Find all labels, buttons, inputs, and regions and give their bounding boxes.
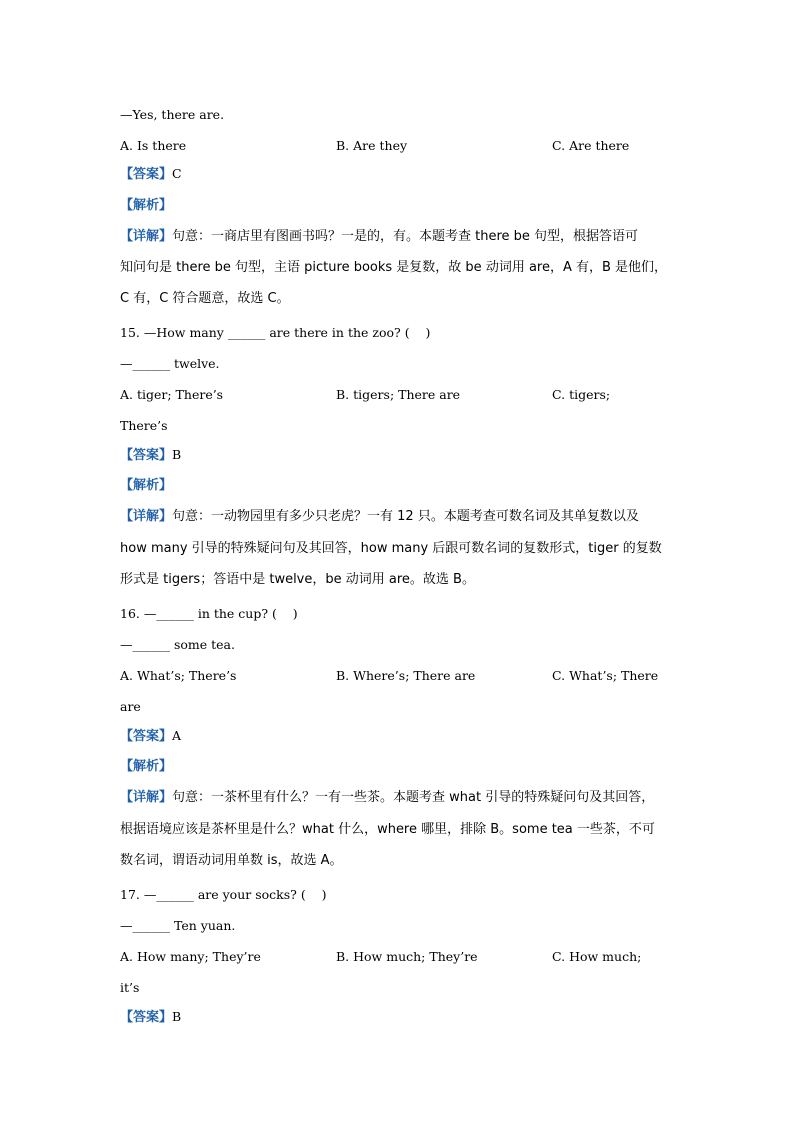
detail-line: C 有，C 符合题意，故选 C。	[120, 291, 290, 306]
option-b: B. Where’s; There are	[336, 668, 476, 683]
detail-line: 数名词，谓语动词用单数 is，故选 A。	[120, 853, 343, 868]
question-16: 16. —______ in the cup? ( )	[120, 606, 298, 621]
analysis-tag: 【解析】	[120, 478, 173, 493]
option-wrap: There’s	[120, 418, 168, 433]
option-a: A. How many; They’re	[120, 949, 261, 964]
option-c: C. How much;	[552, 949, 642, 964]
option-wrap: it’s	[120, 980, 140, 995]
answer-tag: 【答案】	[120, 167, 173, 182]
detail-tag: 【详解】	[120, 229, 173, 244]
answer-line: —______ Ten yuan.	[120, 918, 236, 933]
analysis-tag: 【解析】	[120, 198, 173, 213]
answer-value: C	[172, 166, 182, 181]
answer-row	[120, 166, 182, 183]
answer-tag: 【答案】	[120, 448, 173, 463]
option-c: C. Are there	[552, 138, 630, 153]
detail-line: 根据语境应该是茶杯里是什么？what 什么，where 哪里，排除 B。some tea 一些茶，不可	[120, 822, 655, 837]
detail-line: 【详解】句意：一茶杯里有什么？一有一些茶。本题考查 what 引导的特殊疑问句及其回答，	[120, 790, 655, 805]
option-b: B. Are they	[336, 138, 408, 153]
answer-value: A	[172, 728, 182, 743]
detail-tag: 【详解】	[120, 790, 173, 805]
answer-row	[120, 447, 181, 464]
answer-value: B	[172, 447, 182, 462]
option-c: C. tigers;	[552, 387, 611, 402]
option-a: A. What’s; There’s	[120, 668, 237, 683]
detail-line: 形式是 tigers；答语中是 twelve，be 动词用 are。故选 B。	[120, 572, 475, 587]
answer-line: —Yes, there are.	[120, 107, 225, 122]
detail-line: 知问句是 there be 句型，主语 picture books 是复数，故 be 动词用 are，A 有，B 是他们，	[120, 260, 668, 275]
detail-line: 【详解】句意：一商店里有图画书吗？一是的，有。本题考查 there be 句型，根据答语可	[120, 229, 639, 244]
option-a: A. tiger; There’s	[120, 387, 224, 402]
option-wrap: are	[120, 699, 141, 714]
answer-value: B	[172, 1009, 182, 1024]
analysis-tag: 【解析】	[120, 759, 173, 774]
question-15: 15. —How many ______ are there in the zoo? ( )	[120, 325, 431, 340]
question-17: 17. —______ are your socks? ( )	[120, 887, 327, 902]
answer-row	[120, 728, 181, 745]
option-a: A. Is there	[120, 138, 187, 153]
detail-line: 【详解】句意：一动物园里有多少只老虎？一有 12 只。本题考查可数名词及其单复数以及	[120, 509, 639, 524]
option-b: B. tigers; There are	[336, 387, 461, 402]
option-b: B. How much; They’re	[336, 949, 478, 964]
answer-line: —______ some tea.	[120, 637, 235, 652]
answer-line: —______ twelve.	[120, 356, 220, 371]
answer-tag: 【答案】	[120, 729, 173, 744]
detail-tag: 【详解】	[120, 509, 173, 524]
detail-line: how many 引导的特殊疑问句及其回答，how many 后跟可数名词的复数形式，tiger 的复数	[120, 541, 662, 556]
answer-tag: 【答案】	[120, 1010, 173, 1025]
answer-row	[120, 1009, 181, 1026]
option-c: C. What’s; There	[552, 668, 659, 683]
